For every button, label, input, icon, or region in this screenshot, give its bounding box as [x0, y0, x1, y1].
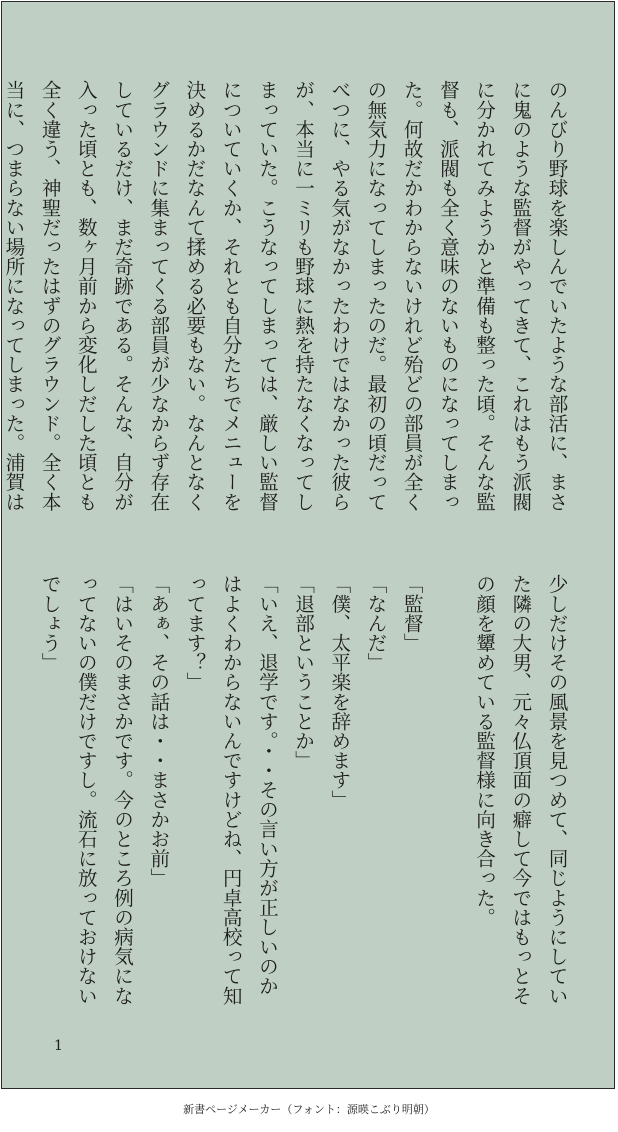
text-block-bottom: 少しだけその風景を見つめて、同じようにしてい た隣の大男、元々仏頂面の癖して今ではもっとそ の顔を顰めている監督様に向き合った。 「監督」 「なんだ」 「僕、太平楽を辞めます」 「退部ということか」 「いえ、退学です。・・その言い方が正しいのか はよくわからないんですけどね、円卓高校って知 ってます？」 「あぁ、その話は・・まさかお前」 「はいそのまさかです。今のところ例の病気にな ってないの僕だけですし。流石に放っておけない でしょう」 [38, 574, 568, 1006]
book-page [1, 1, 615, 1089]
text-block-top: のんびり野球を楽しんでいたような部活に、まさ に鬼のような監督がやってきて、これはもう派閥 に分かれてみようかと準備も整った頃。そんな監 督も、派閥も全く意味のないものになってしまっ た。何故だかわからないけれど殆どの部員が全く の無気力になってしまったのだ。最初の頃だって べつに、やる気がなかったわけではなかった彼ら が、本当に一ミリも野球に熱を持たなくなってし まっていた。こうなってしまっては、厳しい監督 についていくか、それとも自分たちでメニューを 決めるかだなんて揉める必要もない。なんとなく グラウンドに集まってくる部員が少なからず存在 しているだけ、まだ奇跡である。そんな、自分が 入った頃とも、数ヶ月前から変化しだした頃とも 全く違う、神聖だったはずのグラウンド。全く本 当に、つまらない場所になってしまった。浦賀は [1, 80, 568, 512]
footer-credit: 新書ページメーカー（フォント：源暎こぶり明朝） [183, 1103, 435, 1116]
page-number: 1 [54, 1038, 63, 1054]
